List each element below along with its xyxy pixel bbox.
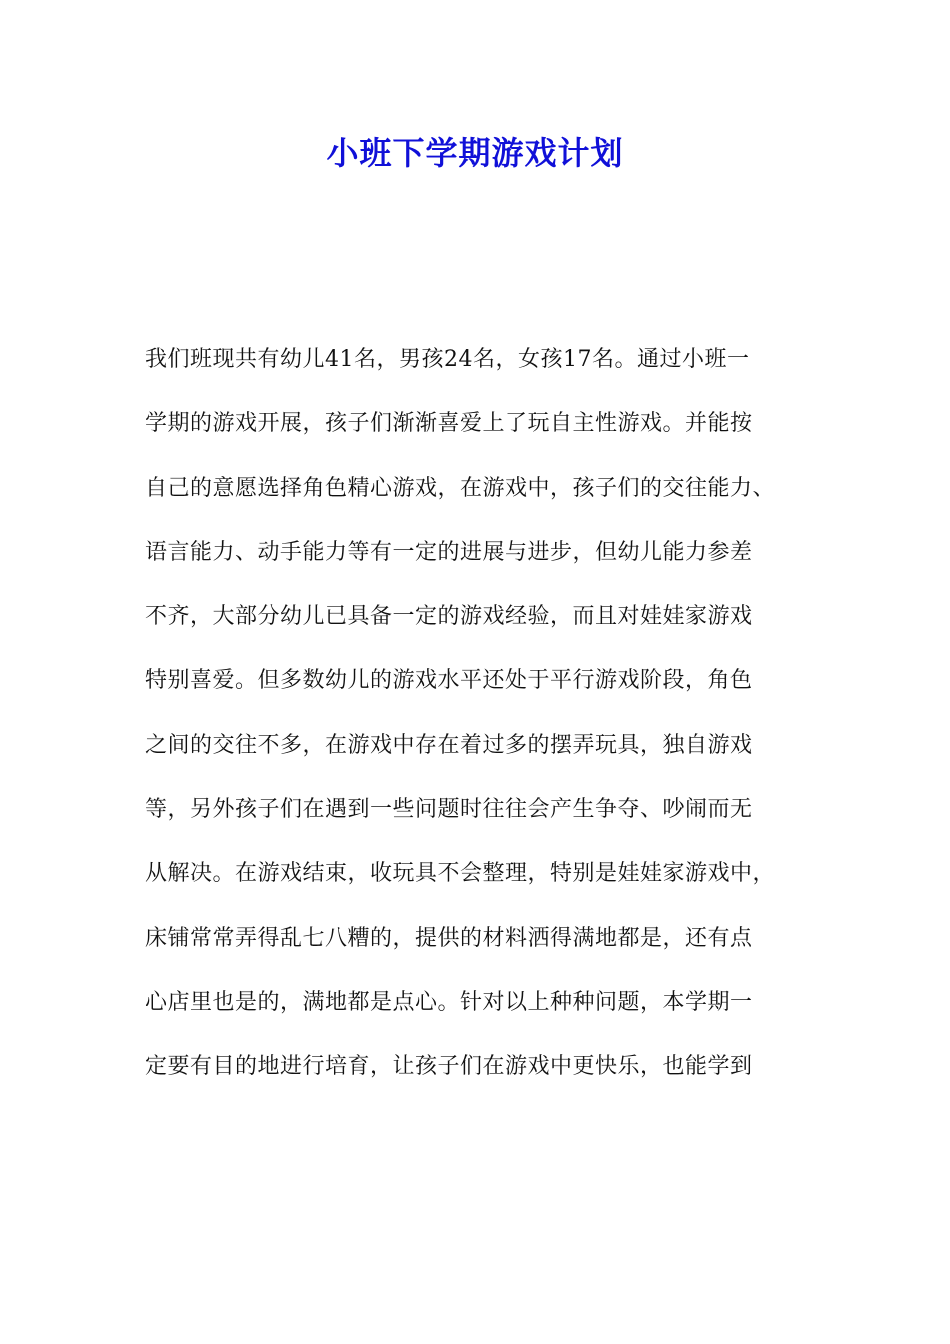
body-line: 学期的游戏开展，孩子们渐渐喜爱上了玩自主性游戏。并能按 xyxy=(145,411,753,437)
body-line: 定要有目的地进行培育，让孩子们在游戏中更快乐，也能学到 xyxy=(145,1054,753,1080)
body-line: 床铺常常弄得乱七八糟的，提供的材料洒得满地都是，还有点 xyxy=(145,925,753,951)
body-line: 从解决。在游戏结束，收玩具不会整理，特别是娃娃家游戏中， xyxy=(145,861,776,887)
body-line: 心店里也是的，满地都是点心。针对以上种种问题，本学期一 xyxy=(145,989,753,1015)
body-line: 特别喜爱。但多数幼儿的游戏水平还处于平行游戏阶段，角色 xyxy=(145,668,753,694)
body-line: 之间的交往不多，在游戏中存在着过多的摆弄玩具，独自游戏 xyxy=(145,732,753,758)
document-body xyxy=(145,340,845,1112)
body-line: 自己的意愿选择角色精心游戏，在游戏中，孩子们的交往能力、 xyxy=(145,475,776,501)
body-line: 语言能力、动手能力等有一定的进展与进步，但幼儿能力参差 xyxy=(145,539,753,565)
document-title: 小班下学期游戏计划 xyxy=(326,134,624,172)
body-line: 不齐，大部分幼儿已具备一定的游戏经验，而且对娃娃家游戏 xyxy=(145,604,753,630)
body-line: 我们班现共有幼儿41名，男孩24名，女孩17名。通过小班一 xyxy=(145,347,750,372)
body-line: 等，另外孩子们在遇到一些问题时往往会产生争夺、吵闹而无 xyxy=(145,797,753,823)
